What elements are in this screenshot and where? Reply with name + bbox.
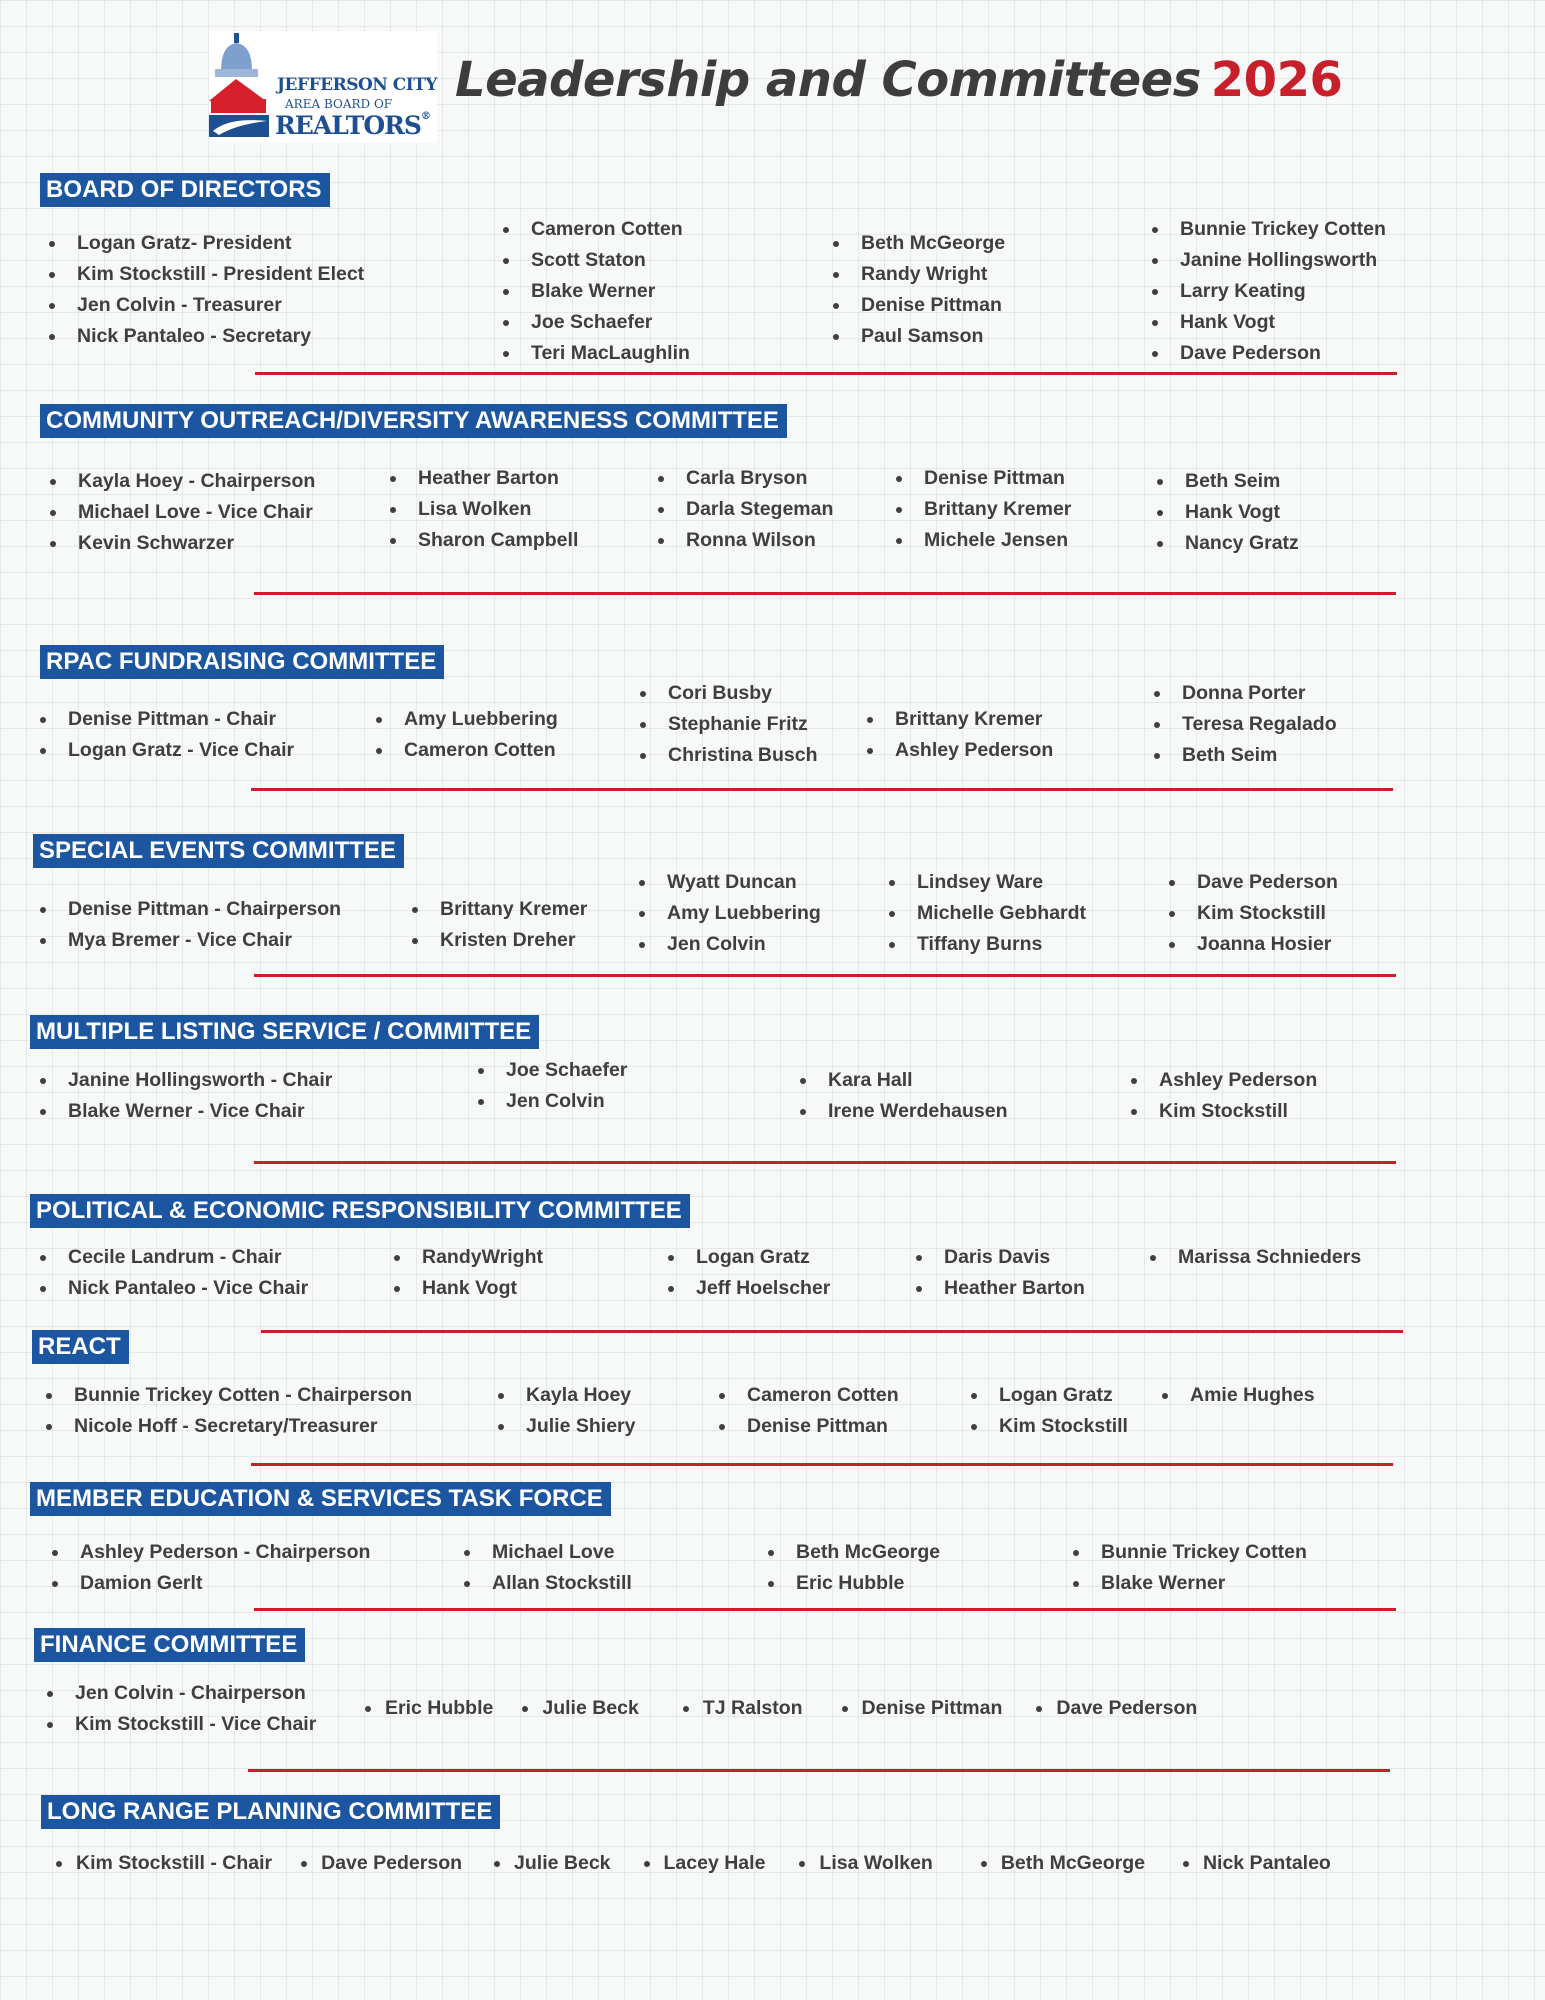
list-item: Ashley Pederson	[867, 735, 1053, 766]
list-item: Nick Pantaleo - Vice Chair	[40, 1273, 308, 1304]
special-column-2	[412, 894, 587, 956]
list-item: Carla Bryson	[658, 463, 833, 494]
board-column-4	[1152, 214, 1386, 369]
list-item: Tiffany Burns	[889, 929, 1086, 960]
list-item: Lindsey Ware	[889, 867, 1086, 898]
list-item: Kim Stockstill	[1131, 1096, 1317, 1127]
list-item: Julie Shiery	[498, 1411, 635, 1442]
react-column-4	[971, 1380, 1128, 1442]
list-item: Eric Hubble	[365, 1693, 493, 1724]
logo-line-3: REALTORS®	[275, 111, 430, 140]
list-item: Blake Werner	[503, 276, 690, 307]
political-column-3	[668, 1242, 830, 1304]
list-item: Nancy Gratz	[1157, 528, 1299, 559]
list-item: Brittany Kremer	[896, 494, 1071, 525]
section-divider	[254, 1608, 1396, 1611]
list-item: Nick Pantaleo	[1183, 1848, 1331, 1879]
list-item: Lisa Wolken	[799, 1848, 932, 1879]
logo-line-2: AREA BOARD OF	[285, 97, 393, 111]
list-item: Jen Colvin	[639, 929, 821, 960]
list-item: Janine Hollingsworth - Chair	[40, 1065, 332, 1096]
list-item: Joe Schaefer	[478, 1055, 627, 1086]
section-heading-education: MEMBER EDUCATION & SERVICES TASK FORCE	[30, 1482, 611, 1516]
react-column-3	[719, 1380, 899, 1442]
rpac-column-4	[867, 704, 1053, 766]
section-divider	[254, 592, 1396, 595]
logo-line-1: JEFFERSON CITY	[277, 75, 438, 95]
page-title-text: Leadership and Committees	[455, 52, 1201, 108]
list-item: Teri MacLaughlin	[503, 338, 690, 369]
list-item: Heather Barton	[390, 463, 578, 494]
section-heading-long-range: LONG RANGE PLANNING COMMITTEE	[41, 1795, 500, 1829]
section-heading-rpac: RPAC FUNDRAISING COMMITTEE	[40, 645, 444, 679]
section-divider	[255, 372, 1397, 375]
section-divider	[254, 1161, 1396, 1164]
list-item: Christina Busch	[640, 740, 818, 771]
list-item: Dave Pederson	[1169, 867, 1338, 898]
rpac-column-2	[376, 704, 558, 766]
list-item: Lisa Wolken	[390, 494, 578, 525]
list-item: Donna Porter	[1154, 678, 1337, 709]
section-heading-finance: FINANCE COMMITTEE	[34, 1628, 305, 1662]
react-column-5	[1162, 1380, 1315, 1411]
section-heading-outreach: COMMUNITY OUTREACH/DIVERSITY AWARENESS COMMITTEE	[40, 404, 787, 438]
list-item: Amy Luebbering	[639, 898, 821, 929]
list-item: Darla Stegeman	[658, 494, 833, 525]
capitol-dome-icon	[209, 31, 279, 143]
outreach-column-4	[896, 463, 1071, 556]
mls-column-2	[478, 1055, 627, 1117]
mls-column-1	[40, 1065, 332, 1127]
section-heading-political: POLITICAL & ECONOMIC RESPONSIBILITY COMMITTEE	[30, 1194, 690, 1228]
list-item: Kevin Schwarzer	[50, 528, 315, 559]
list-item: Randy Wright	[833, 259, 1005, 290]
outreach-column-2	[390, 463, 578, 556]
list-item: Cori Busby	[640, 678, 818, 709]
list-item: Cameron Cotten	[719, 1380, 899, 1411]
list-item: Amy Luebbering	[376, 704, 558, 735]
list-item: Dave Pederson	[1152, 338, 1386, 369]
page-title-year: 2026	[1210, 52, 1343, 108]
list-item: Cecile Landrum - Chair	[40, 1242, 308, 1273]
list-item: Logan Gratz	[971, 1380, 1128, 1411]
section-heading-special-events: SPECIAL EVENTS COMMITTEE	[33, 834, 404, 868]
list-item: Kristen Dreher	[412, 925, 587, 956]
rpac-column-1	[40, 704, 294, 766]
list-item: Michelle Gebhardt	[889, 898, 1086, 929]
list-item: Allan Stockstill	[464, 1568, 632, 1599]
list-item: Beth McGeorge	[981, 1848, 1145, 1879]
section-heading-board: BOARD OF DIRECTORS	[40, 173, 330, 207]
list-item: Irene Werdehausen	[800, 1096, 1008, 1127]
list-item: Joanna Hosier	[1169, 929, 1338, 960]
list-item: Denise Pittman	[833, 290, 1005, 321]
section-heading-react: REACT	[32, 1330, 129, 1364]
list-item: Paul Samson	[833, 321, 1005, 352]
list-item: Beth Seim	[1154, 740, 1337, 771]
list-item: Wyatt Duncan	[639, 867, 821, 898]
board-column-3	[833, 228, 1005, 352]
list-item: Kayla Hoey - Chairperson	[50, 466, 315, 497]
list-item: Daris Davis	[916, 1242, 1085, 1273]
list-item: Denise Pittman	[896, 463, 1071, 494]
mls-column-3	[800, 1065, 1008, 1127]
list-item: Joe Schaefer	[503, 307, 690, 338]
political-column-5	[1150, 1242, 1361, 1273]
finance-column-1	[47, 1678, 316, 1740]
react-column-1	[46, 1380, 412, 1442]
list-item: Beth Seim	[1157, 466, 1299, 497]
list-item: Damion Gerlt	[52, 1568, 370, 1599]
list-item: Blake Werner	[1073, 1568, 1307, 1599]
list-item: Cameron Cotten	[376, 735, 558, 766]
list-item: Michael Love - Vice Chair	[50, 497, 315, 528]
special-column-5	[1169, 867, 1338, 960]
outreach-column-5	[1157, 466, 1299, 559]
list-item: Kim Stockstill	[1169, 898, 1338, 929]
list-item: Logan Gratz- President	[49, 228, 364, 259]
list-item: Julie Beck	[494, 1848, 610, 1879]
list-item: Kim Stockstill - President Elect	[49, 259, 364, 290]
section-divider	[248, 1769, 1390, 1772]
list-item: Janine Hollingsworth	[1152, 245, 1386, 276]
list-item: Teresa Regalado	[1154, 709, 1337, 740]
list-item: RandyWright	[394, 1242, 543, 1273]
rpac-column-5	[1154, 678, 1337, 771]
list-item: Brittany Kremer	[412, 894, 587, 925]
list-item: Eric Hubble	[768, 1568, 940, 1599]
board-column-1	[49, 228, 364, 352]
list-item: Ronna Wilson	[658, 525, 833, 556]
list-item: Kim Stockstill - Chair	[56, 1848, 272, 1879]
page-title	[455, 52, 1342, 108]
list-item: Ashley Pederson - Chairperson	[52, 1537, 370, 1568]
list-item: Denise Pittman	[719, 1411, 899, 1442]
list-item: Jen Colvin - Treasurer	[49, 290, 364, 321]
outreach-column-1	[50, 466, 315, 559]
list-item: Bunnie Trickey Cotten - Chairperson	[46, 1380, 412, 1411]
list-item: Denise Pittman - Chair	[40, 704, 294, 735]
list-item: Blake Werner - Vice Chair	[40, 1096, 332, 1127]
list-item: Julie Beck	[522, 1693, 638, 1724]
list-item: Brittany Kremer	[867, 704, 1053, 735]
list-item: Hank Vogt	[1152, 307, 1386, 338]
list-item: Cameron Cotten	[503, 214, 690, 245]
list-item: Heather Barton	[916, 1273, 1085, 1304]
education-column-3	[768, 1537, 940, 1599]
list-item: Kayla Hoey	[498, 1380, 635, 1411]
list-item: Denise Pittman	[842, 1693, 1003, 1724]
list-item: Logan Gratz	[668, 1242, 830, 1273]
list-item: Denise Pittman - Chairperson	[40, 894, 341, 925]
education-column-1	[52, 1537, 370, 1599]
list-item: Bunnie Trickey Cotten	[1073, 1537, 1307, 1568]
list-item: Michael Love	[464, 1537, 632, 1568]
list-item: Jen Colvin - Chairperson	[47, 1678, 316, 1709]
list-item: Hank Vogt	[394, 1273, 543, 1304]
section-heading-mls: MULTIPLE LISTING SERVICE / COMMITTEE	[30, 1015, 539, 1049]
political-column-2	[394, 1242, 543, 1304]
board-logo	[209, 31, 437, 143]
list-item: Michele Jensen	[896, 525, 1071, 556]
list-item: Sharon Campbell	[390, 525, 578, 556]
list-item: Hank Vogt	[1157, 497, 1299, 528]
list-item: Beth McGeorge	[768, 1537, 940, 1568]
political-column-4	[916, 1242, 1085, 1304]
outreach-column-3	[658, 463, 833, 556]
education-column-2	[464, 1537, 632, 1599]
list-item: Kara Hall	[800, 1065, 1008, 1096]
mls-column-4	[1131, 1065, 1317, 1127]
section-divider	[251, 788, 1393, 791]
rpac-column-3	[640, 678, 818, 771]
list-item: Dave Pederson	[1036, 1693, 1197, 1724]
list-item: Lacey Hale	[644, 1848, 766, 1879]
special-column-3	[639, 867, 821, 960]
long-range-row	[56, 1848, 1331, 1879]
special-column-1	[40, 894, 341, 956]
list-item: Mya Bremer - Vice Chair	[40, 925, 341, 956]
list-item: Nicole Hoff - Secretary/Treasurer	[46, 1411, 412, 1442]
board-column-2	[503, 214, 690, 369]
list-item: Ashley Pederson	[1131, 1065, 1317, 1096]
list-item: Kim Stockstill	[971, 1411, 1128, 1442]
education-column-4	[1073, 1537, 1307, 1599]
react-column-2	[498, 1380, 635, 1442]
list-item: Marissa Schnieders	[1150, 1242, 1361, 1273]
list-item: Dave Pederson	[301, 1848, 462, 1879]
list-item: Scott Staton	[503, 245, 690, 276]
list-item: Jeff Hoelscher	[668, 1273, 830, 1304]
list-item: Kim Stockstill - Vice Chair	[47, 1709, 316, 1740]
section-divider	[261, 1330, 1403, 1333]
list-item: Jen Colvin	[478, 1086, 627, 1117]
list-item: Amie Hughes	[1162, 1380, 1315, 1411]
finance-row	[365, 1693, 1197, 1724]
list-item: Logan Gratz - Vice Chair	[40, 735, 294, 766]
list-item: Beth McGeorge	[833, 228, 1005, 259]
political-column-1	[40, 1242, 308, 1304]
section-divider	[251, 1463, 1393, 1466]
list-item: Stephanie Fritz	[640, 709, 818, 740]
section-divider	[254, 974, 1396, 977]
list-item: Bunnie Trickey Cotten	[1152, 214, 1386, 245]
list-item: Nick Pantaleo - Secretary	[49, 321, 364, 352]
list-item: Larry Keating	[1152, 276, 1386, 307]
special-column-4	[889, 867, 1086, 960]
list-item: TJ Ralston	[683, 1693, 803, 1724]
